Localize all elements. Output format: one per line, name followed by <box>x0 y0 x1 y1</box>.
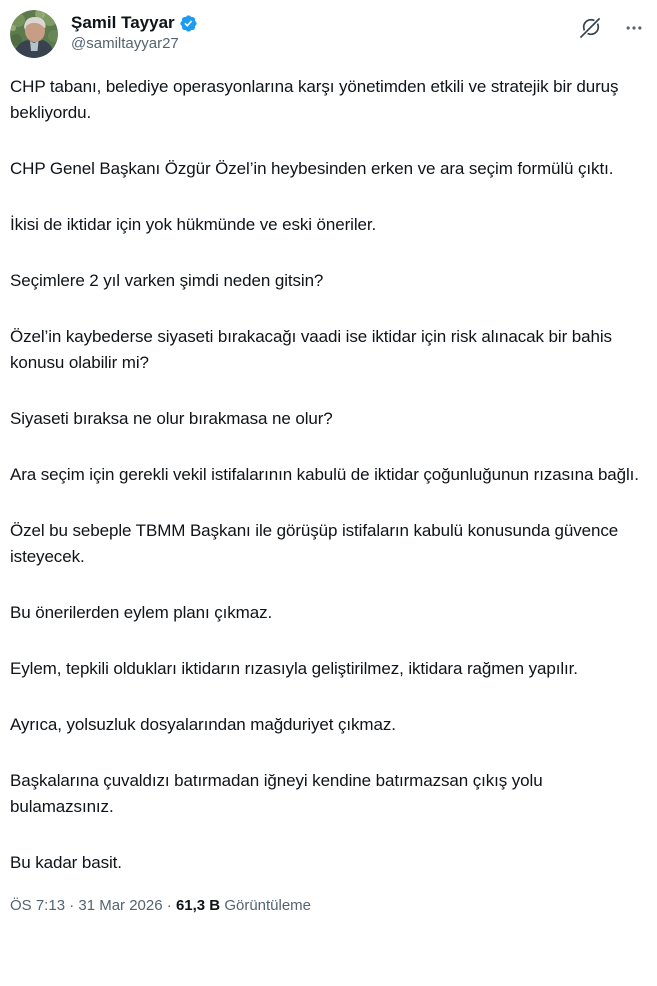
tweet-paragraph: CHP tabanı, belediye operasyonlarına karşı yönetimden etkili ve stratejik bir duruş bekliyordu. <box>10 77 619 122</box>
tweet-paragraph: İkisi de iktidar için yok hükmünde ve eski öneriler. <box>10 215 377 234</box>
tweet-text <box>10 74 646 876</box>
avatar-image <box>10 10 58 58</box>
grok-actions-button[interactable] <box>579 16 602 39</box>
header-actions <box>579 16 646 39</box>
tweet-paragraph: Seçimlere 2 yıl varken şimdi neden gitsin? <box>10 271 324 290</box>
tweet-paragraph: Siyaseti bıraksa ne olur bırakmasa ne olur? <box>10 409 333 428</box>
author-handle[interactable]: @samiltayyar27 <box>71 35 179 52</box>
views-label: Görüntüleme <box>224 897 312 914</box>
tweet-footer <box>10 896 646 916</box>
tweet-paragraph: Özel’in kaybederse siyaseti bırakacağı vaadi ise iktidar için risk alınacak bir bahis konusu olabilir mi? <box>10 327 612 372</box>
tweet-paragraph: Bu kadar basit. <box>10 853 122 872</box>
tweet-paragraph: Başkalarına çuvaldızı batırmadan iğneyi kendine batırmazsan çıkış yolu bulamazsınız. <box>10 771 543 816</box>
tweet-paragraph: Bu önerilerden eylem planı çıkmaz. <box>10 603 273 622</box>
author-block <box>71 10 579 54</box>
more-icon <box>624 18 644 38</box>
author-name-row[interactable] <box>71 12 579 33</box>
tweet-header <box>10 10 646 58</box>
timestamp: ÖS 7:13 · 31 Mar 2026 <box>10 897 163 914</box>
avatar[interactable] <box>10 10 58 58</box>
tweet-paragraph: CHP Genel Başkanı Özgür Özel’in heybesinden erken ve ara seçim formülü çıktı. <box>10 159 614 178</box>
views-link[interactable] <box>176 897 311 914</box>
tweet-paragraph: Ara seçim için gerekli vekil istifalarının kabulü de iktidar çoğunluğunun rızasına bağlı. <box>10 465 639 484</box>
footer-separator: · <box>166 897 172 914</box>
tweet-paragraph: Özel bu sebeple TBMM Başkanı ile görüşüp istifaların kabulü konusunda güvence isteyecek. <box>10 521 619 566</box>
tweet-paragraph: Eylem, tepkili oldukları iktidarın rızasıyla geliştirilmez, iktidara rağmen yapılır. <box>10 659 578 678</box>
verified-badge-icon <box>179 14 198 33</box>
tweet-paragraph: Ayrıca, yolsuzluk dosyalarından mağduriyet çıkmaz. <box>10 715 396 734</box>
author-name[interactable]: Şamil Tayyar <box>71 13 175 32</box>
views-count: 61,3 B <box>175 897 221 914</box>
more-button[interactable] <box>624 18 644 38</box>
grok-icon <box>579 16 602 39</box>
